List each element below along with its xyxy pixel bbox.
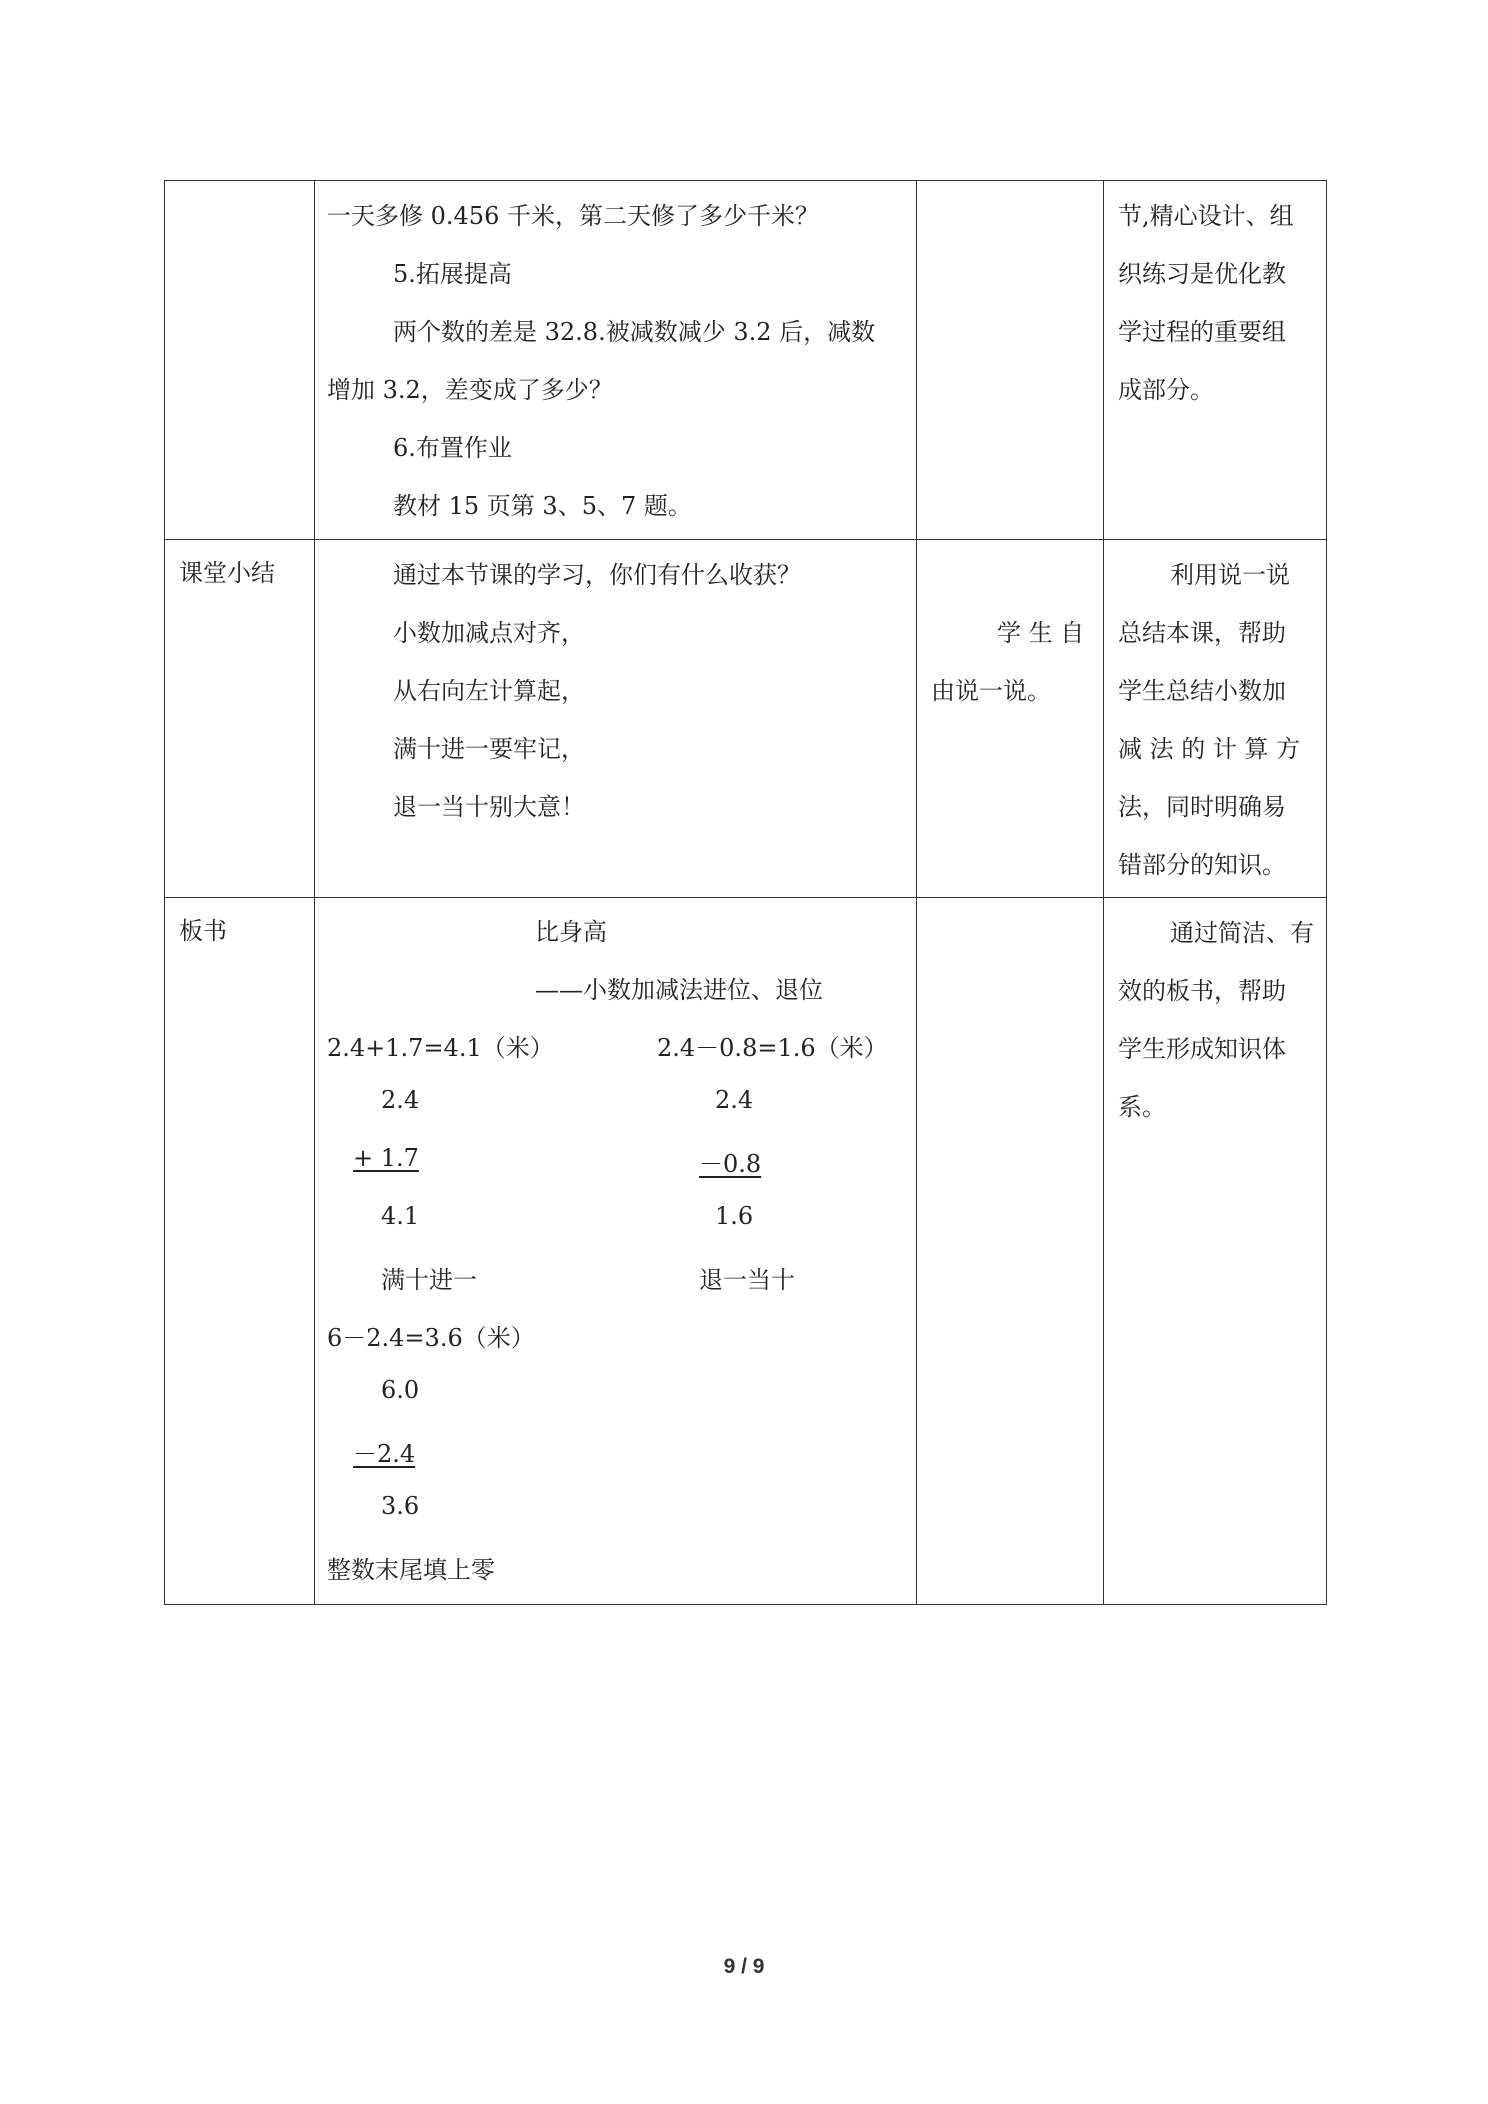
carry-note: 满十进一 — [381, 1266, 477, 1294]
row1-content-cell — [315, 181, 917, 540]
vertical-sub2-top: 6.0 — [381, 1376, 420, 1404]
design-line: 学生总结小数加 — [1118, 677, 1286, 705]
page-number: 9 / 9 — [723, 1955, 765, 1978]
row2-design-cell — [1104, 540, 1327, 898]
content-line: 6.布置作业 — [393, 434, 512, 462]
borrow-note: 退一当十 — [699, 1266, 795, 1294]
row3-label-cell — [165, 898, 315, 1605]
vertical-add-result: 4.1 — [381, 1202, 420, 1230]
vertical-sub-operand: －0.8 — [699, 1150, 762, 1178]
vertical-sub-result: 1.6 — [715, 1202, 754, 1230]
design-line: 总结本课，帮助 — [1118, 619, 1286, 647]
design-line: 减 法 的 计 算 方 — [1118, 735, 1301, 763]
design-line: 成部分。 — [1118, 376, 1214, 404]
design-line: 学生形成知识体 — [1118, 1035, 1286, 1063]
content-line: 教材 15 页第 3、5、7 题。 — [393, 492, 692, 520]
student-line: 学 生 自 — [997, 619, 1085, 647]
board-subtitle: ——小数加减法进位、退位 — [535, 976, 823, 1004]
row1-label-cell — [165, 181, 315, 540]
row1-design-cell — [1104, 181, 1327, 540]
design-line: 效的板书，帮助 — [1118, 977, 1286, 1005]
table-row-practice — [165, 181, 1327, 540]
row-label: 板书 — [179, 917, 227, 945]
row3-student-cell — [917, 898, 1104, 1605]
content-line: 5.拓展提高 — [393, 260, 512, 288]
vertical-add-operand: + 1.7 — [353, 1144, 419, 1172]
table-row-summary — [165, 540, 1327, 898]
design-line: 节,精心设计、组 — [1118, 202, 1294, 230]
content-line: 通过本节课的学习，你们有什么收获？ — [393, 561, 801, 589]
design-line: 学过程的重要组 — [1118, 318, 1286, 346]
equation-addition: 2.4+1.7=4.1（米） — [327, 1034, 554, 1062]
board-title: 比身高 — [535, 918, 607, 946]
vertical-add-top: 2.4 — [381, 1086, 420, 1114]
content-line: 从右向左计算起， — [393, 677, 585, 705]
content-line: 满十进一要牢记， — [393, 735, 585, 763]
content-line: 两个数的差是 32.8.被减数减少 3.2 后，减数 — [393, 318, 876, 346]
student-line: 由说一说。 — [931, 677, 1051, 705]
vertical-sub-top: 2.4 — [715, 1086, 754, 1114]
design-line: 通过简洁、有 — [1170, 919, 1314, 947]
row3-content-cell — [315, 898, 917, 1605]
lesson-plan-table — [164, 180, 1327, 1605]
content-line: 一天多修 0.456 千米，第二天修了多少千米？ — [327, 202, 819, 230]
equation-subtraction-2: 6－2.4=3.6（米） — [327, 1324, 535, 1352]
vertical-sub2-operand: －2.4 — [353, 1440, 416, 1468]
row-label: 课堂小结 — [179, 559, 275, 587]
design-line: 织练习是优化教 — [1118, 260, 1286, 288]
design-line: 法，同时明确易 — [1118, 793, 1286, 821]
row2-student-cell — [917, 540, 1104, 898]
row3-design-cell — [1104, 898, 1327, 1605]
zero-fill-note: 整数末尾填上零 — [327, 1556, 495, 1584]
content-line: 小数加减点对齐， — [393, 619, 585, 647]
vertical-sub2-result: 3.6 — [381, 1492, 420, 1520]
equation-subtraction: 2.4－0.8=1.6（米） — [657, 1034, 888, 1062]
design-line: 错部分的知识。 — [1118, 851, 1286, 879]
row1-student-cell — [917, 181, 1104, 540]
design-line: 系。 — [1118, 1093, 1166, 1121]
row2-content-cell — [315, 540, 917, 898]
table-row-blackboard — [165, 898, 1327, 1605]
content-line: 退一当十别大意！ — [393, 793, 585, 821]
row2-label-cell — [165, 540, 315, 898]
content-line: 增加 3.2，差变成了多少？ — [327, 376, 613, 404]
design-line: 利用说一说 — [1170, 561, 1290, 589]
